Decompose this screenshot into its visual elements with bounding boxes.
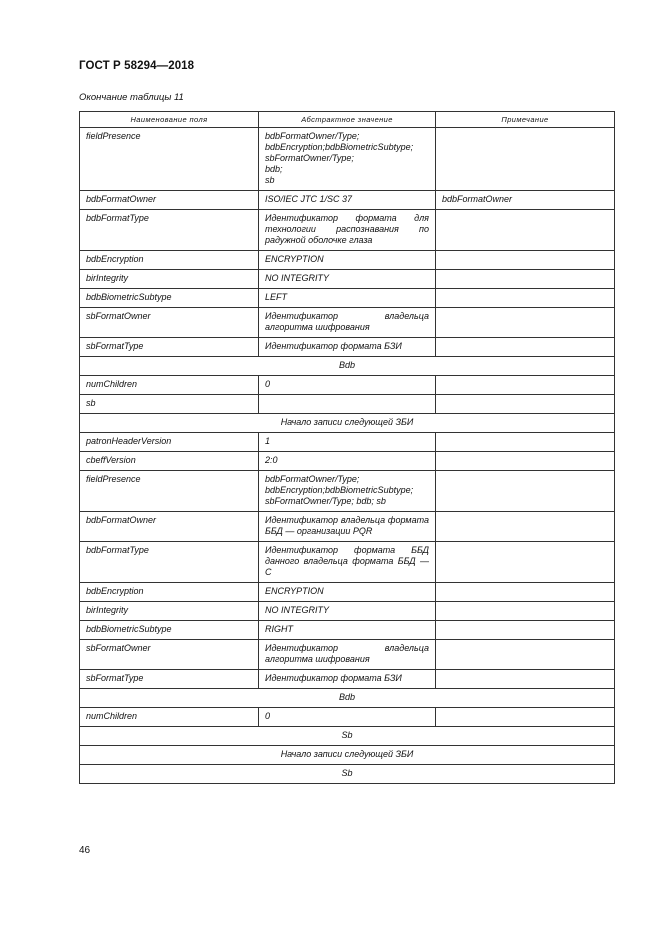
section-label: Начало записи следующей ЗБИ [80,746,615,765]
note-cell [436,270,615,289]
field-name-cell: cbeffVersion [80,452,259,471]
column-header-field: Наименование поля [80,112,259,128]
table-body [80,128,615,784]
abstract-value-cell: NO INTEGRITY [259,270,436,289]
field-name-cell: numChildren [80,376,259,395]
section-label: Sb [80,727,615,746]
abstract-value-cell: Идентификатор владельца формата ББД — организации PQR [259,512,436,542]
table-section-row [80,414,615,433]
table-row [80,308,615,338]
note-cell [436,395,615,414]
table-row [80,270,615,289]
table-row [80,191,615,210]
field-name-cell: numChildren [80,708,259,727]
abstract-value-cell: RIGHT [259,621,436,640]
table-row [80,621,615,640]
table-header-row [80,112,615,128]
field-name-cell: patronHeaderVersion [80,433,259,452]
note-cell [436,621,615,640]
note-cell [436,251,615,270]
table-row [80,433,615,452]
table-row [80,670,615,689]
abstract-value-cell: NO INTEGRITY [259,602,436,621]
column-header-note: Примечание [436,112,615,128]
field-name-cell: bdbFormatOwner [80,512,259,542]
field-name-cell: sbFormatOwner [80,640,259,670]
abstract-value-cell: 1 [259,433,436,452]
field-name-cell: bdbFormatOwner [80,191,259,210]
abstract-value-cell: 2:0 [259,452,436,471]
abstract-value-cell: bdbFormatOwner/Type; bdbEncryption;bdbBiometricSubtype; sbFormatOwner/Type; bdb; sb [259,128,436,191]
abstract-value-cell: 0 [259,708,436,727]
field-value-table [79,111,615,784]
note-cell [436,452,615,471]
abstract-value-cell: bdbFormatOwner/Type; bdbEncryption;bdbBiometricSubtype; sbFormatOwner/Type; bdb; sb [259,471,436,512]
note-cell [436,583,615,602]
note-cell [436,670,615,689]
field-name-cell: birIntegrity [80,270,259,289]
note-cell [436,512,615,542]
abstract-value-cell: Идентификатор формата БЗИ [259,670,436,689]
field-name-cell: bdbBiometricSubtype [80,621,259,640]
field-name-cell: bdbFormatType [80,542,259,583]
table-row [80,376,615,395]
table-section-row [80,765,615,784]
table-row [80,338,615,357]
table-section-row [80,689,615,708]
table-row [80,289,615,308]
field-name-cell: sbFormatType [80,338,259,357]
note-cell [436,708,615,727]
field-name-cell: bdbEncryption [80,251,259,270]
abstract-value-cell: ISO/IEC JTC 1/SC 37 [259,191,436,210]
section-label: Начало записи следующей ЗБИ [80,414,615,433]
table-row [80,210,615,251]
abstract-value-cell: 0 [259,376,436,395]
note-cell [436,471,615,512]
column-header-value: Абстрактное значение [259,112,436,128]
table-row [80,542,615,583]
abstract-value-cell: Идентификатор владельца алгоритма шифрования [259,308,436,338]
note-cell [436,640,615,670]
abstract-value-cell: LEFT [259,289,436,308]
field-name-cell: fieldPresence [80,471,259,512]
note-cell [436,433,615,452]
table-row [80,583,615,602]
abstract-value-cell: ENCRYPTION [259,251,436,270]
abstract-value-cell: ENCRYPTION [259,583,436,602]
field-name-cell: sb [80,395,259,414]
field-name-cell: fieldPresence [80,128,259,191]
table-row [80,602,615,621]
section-label: Bdb [80,689,615,708]
abstract-value-cell [259,395,436,414]
section-label: Sb [80,765,615,784]
abstract-value-cell: Идентификатор формата БЗИ [259,338,436,357]
table-row [80,640,615,670]
field-name-cell: bdbEncryption [80,583,259,602]
note-cell [436,210,615,251]
note-cell [436,602,615,621]
note-cell [436,542,615,583]
table-row [80,251,615,270]
note-cell [436,308,615,338]
note-cell [436,338,615,357]
note-cell [436,128,615,191]
table-row [80,708,615,727]
note-cell [436,376,615,395]
document-header: ГОСТ Р 58294—2018 [79,60,195,72]
field-name-cell: bdbBiometricSubtype [80,289,259,308]
table-section-row [80,727,615,746]
page-number: 46 [79,845,91,856]
table-section-row [80,746,615,765]
abstract-value-cell: Идентификатор формата ББД данного владельца формата ББД — С [259,542,436,583]
table-row [80,471,615,512]
abstract-value-cell: Идентификатор формата для технологии распознавания по радужной оболочке глаза [259,210,436,251]
section-label: Bdb [80,357,615,376]
field-name-cell: bdbFormatType [80,210,259,251]
table-row [80,452,615,471]
table-caption: Окончание таблицы 11 [79,92,184,103]
field-name-cell: sbFormatOwner [80,308,259,338]
table-section-row [80,357,615,376]
note-cell: bdbFormatOwner [436,191,615,210]
table-row [80,512,615,542]
abstract-value-cell: Идентификатор владельца алгоритма шифрования [259,640,436,670]
table-row [80,128,615,191]
field-name-cell: sbFormatType [80,670,259,689]
field-name-cell: birIntegrity [80,602,259,621]
table-row [80,395,615,414]
note-cell [436,289,615,308]
